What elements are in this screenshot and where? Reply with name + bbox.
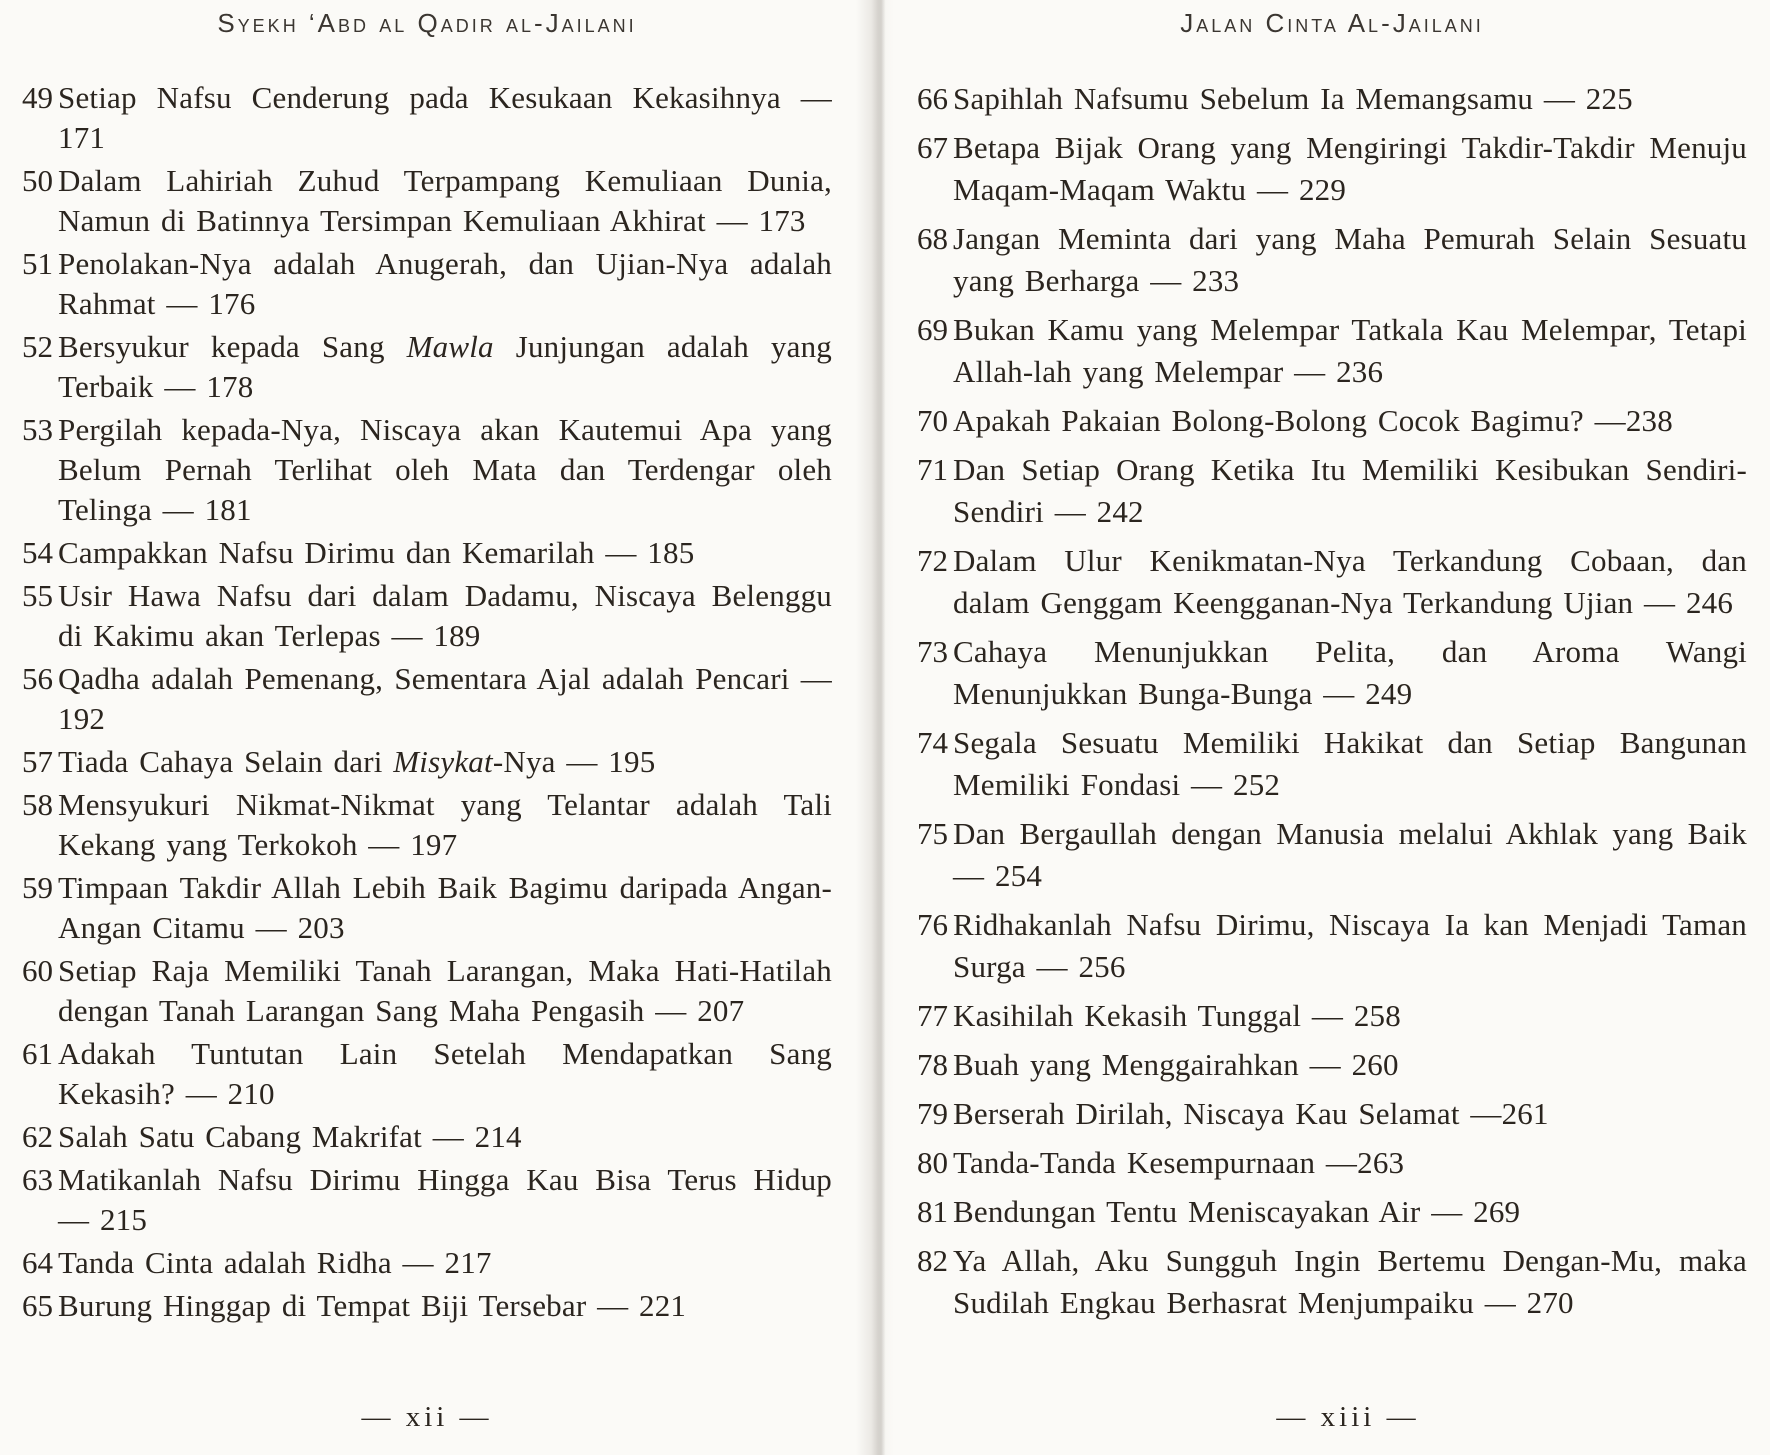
toc-entry: [917, 400, 1747, 442]
toc-entry-title: Tanda Cinta adalah Ridha — 217: [58, 1245, 492, 1280]
left-page-number: — xii —: [361, 1401, 493, 1433]
toc-entry-number: 50: [22, 163, 53, 198]
toc-entry-number: 55: [22, 578, 53, 613]
left-toc-list: [22, 78, 832, 1326]
toc-entry-number: 74: [917, 725, 948, 760]
toc-entry-page: 254: [994, 858, 1043, 893]
toc-entry: [22, 951, 832, 1031]
toc-entry: [22, 742, 832, 782]
toc-entry-number: 68: [917, 221, 948, 256]
right-page: [917, 0, 1747, 1455]
toc-entry-page: 256: [1078, 949, 1126, 984]
toc-entry-number: 58: [22, 787, 53, 822]
toc-entry-title: Bukan Kamu yang Melempar Tatkala Kau Melempar, Tetapi Allah-lah yang Melempar — 236: [953, 312, 1747, 389]
toc-entry-title: Berserah Dirilah, Niscaya Kau Selamat —261: [953, 1096, 1549, 1131]
toc-entry-number: 60: [22, 953, 53, 988]
toc-entry: [917, 540, 1747, 624]
toc-entry-title: Dalam Ulur Kenikmatan-Nya Terkandung Cobaan, dan dalam Genggam Keengganan-Nya Terkandung Ujian — 246: [953, 543, 1747, 620]
toc-entry: [917, 722, 1747, 806]
toc-entry: [22, 244, 832, 324]
toc-entry-page: 176: [208, 286, 256, 321]
right-page-number: — xiii —: [1276, 1401, 1420, 1433]
toc-entry-number: 81: [917, 1194, 948, 1229]
toc-entry-title: Salah Satu Cabang Makrifat — 214: [58, 1119, 522, 1154]
toc-entry-number: 61: [22, 1036, 53, 1071]
toc-entry-page: 258: [1353, 998, 1401, 1033]
toc-entry-number: 53: [22, 412, 53, 447]
toc-entry-number: 76: [917, 907, 948, 942]
toc-entry-title: Dan Setiap Orang Ketika Itu Memiliki Kesibukan Sendiri-Sendiri — 242: [953, 452, 1747, 529]
toc-entry: [22, 1117, 832, 1157]
toc-entry-page: 242: [1096, 494, 1144, 529]
toc-entry-title: Qadha adalah Pemenang, Sementara Ajal adalah Pencari — 192: [58, 661, 832, 736]
toc-entry-page: 260: [1351, 1047, 1399, 1082]
toc-entry-title: Cahaya Menunjukkan Pelita, dan Aroma Wangi Menunjukkan Bunga-Bunga — 249: [953, 634, 1747, 711]
toc-entry-title: Apakah Pakaian Bolong-Bolong Cocok Bagimu? —238: [953, 403, 1673, 438]
toc-entry: [22, 1034, 832, 1114]
toc-entry: [917, 1240, 1747, 1324]
toc-entry-title: Setiap Raja Memiliki Tanah Larangan, Maka Hati-Hatilah dengan Tanah Larangan Sang Maha Pengasih — 207: [58, 953, 832, 1028]
toc-entry-title: Bendungan Tentu Meniscayakan Air — 269: [953, 1194, 1521, 1229]
toc-entry-number: 49: [22, 80, 53, 115]
toc-entry-title: Ridhakanlah Nafsu Dirimu, Niscaya Ia kan Menjadi Taman Surga — 256: [953, 907, 1747, 984]
toc-entry-page: 207: [697, 993, 745, 1028]
toc-entry-page: 210: [227, 1076, 275, 1111]
toc-entry-page: 171: [58, 120, 106, 155]
toc-entry-title: Setiap Nafsu Cenderung pada Kesukaan Kekasihnya — 171: [58, 80, 832, 155]
toc-entry-number: 82: [917, 1243, 948, 1278]
toc-entry-title: Dan Bergaullah dengan Manusia melalui Akhlak yang Baik — 254: [953, 816, 1747, 893]
toc-entry: [917, 1044, 1747, 1086]
toc-entry: [22, 785, 832, 865]
toc-entry-number: 57: [22, 744, 53, 779]
toc-entry-page: 249: [1365, 676, 1413, 711]
toc-entry-number: 51: [22, 246, 53, 281]
toc-entry-number: 59: [22, 870, 53, 905]
page-gutter-shadow: [856, 0, 894, 1455]
toc-entry: [917, 309, 1747, 393]
toc-entry: [917, 904, 1747, 988]
toc-entry-title: Kasihilah Kekasih Tunggal — 258: [953, 998, 1401, 1033]
toc-entry: [22, 1286, 832, 1326]
toc-entry-page: 233: [1192, 263, 1240, 298]
toc-entry-title: Pergilah kepada-Nya, Niscaya akan Kautemui Apa yang Belum Pernah Terlihat oleh Mata dan Terdengar oleh Telinga — 181: [58, 412, 832, 527]
toc-entry-page: 189: [433, 618, 481, 653]
toc-entry-number: 78: [917, 1047, 948, 1082]
toc-entry: [917, 218, 1747, 302]
toc-entry-page: 195: [608, 744, 656, 779]
toc-entry-page: 214: [474, 1119, 522, 1154]
toc-entry: [917, 631, 1747, 715]
toc-entry-title: Penolakan-Nya adalah Anugerah, dan Ujian-Nya adalah Rahmat — 176: [58, 246, 832, 321]
toc-entry-page: 261: [1501, 1096, 1549, 1131]
toc-entry-title: Betapa Bijak Orang yang Mengiringi Takdir-Takdir Menuju Maqam-Maqam Waktu — 229: [953, 130, 1747, 207]
toc-entry-title: Mensyukuri Nikmat-Nikmat yang Telantar adalah Tali Kekang yang Terkokoh — 197: [58, 787, 832, 862]
toc-entry-title: Adakah Tuntutan Lain Setelah Mendapatkan Sang Kekasih? — 210: [58, 1036, 832, 1111]
right-running-header: Jalan Cinta Al-Jailani: [1180, 8, 1484, 38]
toc-entry-number: 79: [917, 1096, 948, 1131]
toc-entry-number: 72: [917, 543, 948, 578]
toc-entry-title: Sapihlah Nafsumu Sebelum Ia Memangsamu — 225: [953, 81, 1633, 116]
toc-entry-number: 67: [917, 130, 948, 165]
toc-entry-title: Tiada Cahaya Selain dari Misykat-Nya — 195: [58, 744, 656, 779]
toc-entry-page: 178: [206, 369, 254, 404]
toc-entry: [22, 78, 832, 158]
toc-entry-page: 236: [1336, 354, 1384, 389]
toc-entry-page: 215: [99, 1202, 148, 1237]
toc-entry: [917, 995, 1747, 1037]
toc-entry-number: 56: [22, 661, 53, 696]
toc-entry-number: 80: [917, 1145, 948, 1180]
toc-entry: [22, 1243, 832, 1283]
toc-entry: [917, 78, 1747, 120]
left-running-header: Syekh ‘Abd al Qadir al-Jailani: [217, 8, 637, 38]
toc-entry-page: 221: [639, 1288, 687, 1323]
toc-entry-title: Bersyukur kepada Sang Mawla Junjungan adalah yang Terbaik — 178: [58, 329, 832, 404]
toc-entry: [22, 327, 832, 407]
toc-entry: [22, 576, 832, 656]
toc-entry: [22, 161, 832, 241]
toc-entry-page: 229: [1298, 172, 1347, 207]
toc-entry: [22, 533, 832, 573]
toc-entry-page: 269: [1473, 1194, 1521, 1229]
left-page: [22, 0, 832, 1455]
toc-entry-title: Timpaan Takdir Allah Lebih Baik Bagimu daripada Angan-Angan Citamu — 203: [58, 870, 832, 945]
toc-entry-title: Matikanlah Nafsu Dirimu Hingga Kau Bisa Terus Hidup — 215: [58, 1162, 832, 1237]
toc-entry-title: Campakkan Nafsu Dirimu dan Kemarilah — 185: [58, 535, 695, 570]
toc-entry-title: Buah yang Menggairahkan — 260: [953, 1047, 1399, 1082]
toc-entry-number: 65: [22, 1288, 53, 1323]
toc-entry-page: 217: [444, 1245, 492, 1280]
toc-entry-number: 62: [22, 1119, 53, 1154]
toc-entry-title: Dalam Lahiriah Zuhud Terpampang Kemuliaan Dunia, Namun di Batinnya Tersimpan Kemuliaan Akhirat — 173: [58, 163, 832, 238]
toc-entry-number: 73: [917, 634, 948, 669]
toc-entry-title: Tanda-Tanda Kesempurnaan —263: [953, 1145, 1405, 1180]
toc-entry-number: 69: [917, 312, 948, 347]
toc-entry-number: 75: [917, 816, 948, 851]
toc-entry-number: 64: [22, 1245, 53, 1280]
toc-entry-number: 63: [22, 1162, 53, 1197]
toc-entry-number: 52: [22, 329, 53, 364]
toc-entry: [917, 1093, 1747, 1135]
toc-entry-page: 263: [1357, 1145, 1405, 1180]
toc-entry-page: 252: [1233, 767, 1281, 802]
toc-entry-title: Segala Sesuatu Memiliki Hakikat dan Setiap Bangunan Memiliki Fondasi — 252: [953, 725, 1747, 802]
toc-entry-number: 77: [917, 998, 948, 1033]
toc-entry-number: 71: [917, 452, 948, 487]
toc-entry-title: Burung Hinggap di Tempat Biji Tersebar — 221: [58, 1288, 687, 1323]
right-toc-list: [917, 78, 1747, 1324]
toc-entry: [917, 1191, 1747, 1233]
toc-entry: [917, 127, 1747, 211]
toc-entry: [917, 449, 1747, 533]
toc-entry: [22, 868, 832, 948]
toc-entry: [22, 410, 832, 530]
toc-entry-number: 70: [917, 403, 948, 438]
toc-entry-page: 246: [1685, 585, 1734, 620]
toc-entry-page: 173: [758, 203, 806, 238]
toc-entry-title: Ya Allah, Aku Sungguh Ingin Bertemu Dengan-Mu, maka Sudilah Engkau Berhasrat Menjumpaiku — 270: [953, 1243, 1747, 1320]
toc-entry-page: 192: [58, 701, 106, 736]
toc-entry-page: 238: [1625, 403, 1673, 438]
toc-entry-page: 225: [1585, 81, 1633, 116]
toc-entry: [917, 813, 1747, 897]
toc-entry-page: 197: [410, 827, 458, 862]
toc-entry-page: 203: [297, 910, 345, 945]
toc-entry-number: 54: [22, 535, 53, 570]
toc-entry-page: 185: [647, 535, 695, 570]
toc-entry-page: 181: [204, 492, 252, 527]
toc-entry: [22, 1160, 832, 1240]
toc-entry-number: 66: [917, 81, 948, 116]
toc-entry-title: Usir Hawa Nafsu dari dalam Dadamu, Niscaya Belenggu di Kakimu akan Terlepas — 189: [58, 578, 832, 653]
toc-entry-page: 270: [1526, 1285, 1574, 1320]
toc-entry-title: Jangan Meminta dari yang Maha Pemurah Selain Sesuatu yang Berharga — 233: [953, 221, 1747, 298]
toc-entry: [22, 659, 832, 739]
toc-entry: [917, 1142, 1747, 1184]
